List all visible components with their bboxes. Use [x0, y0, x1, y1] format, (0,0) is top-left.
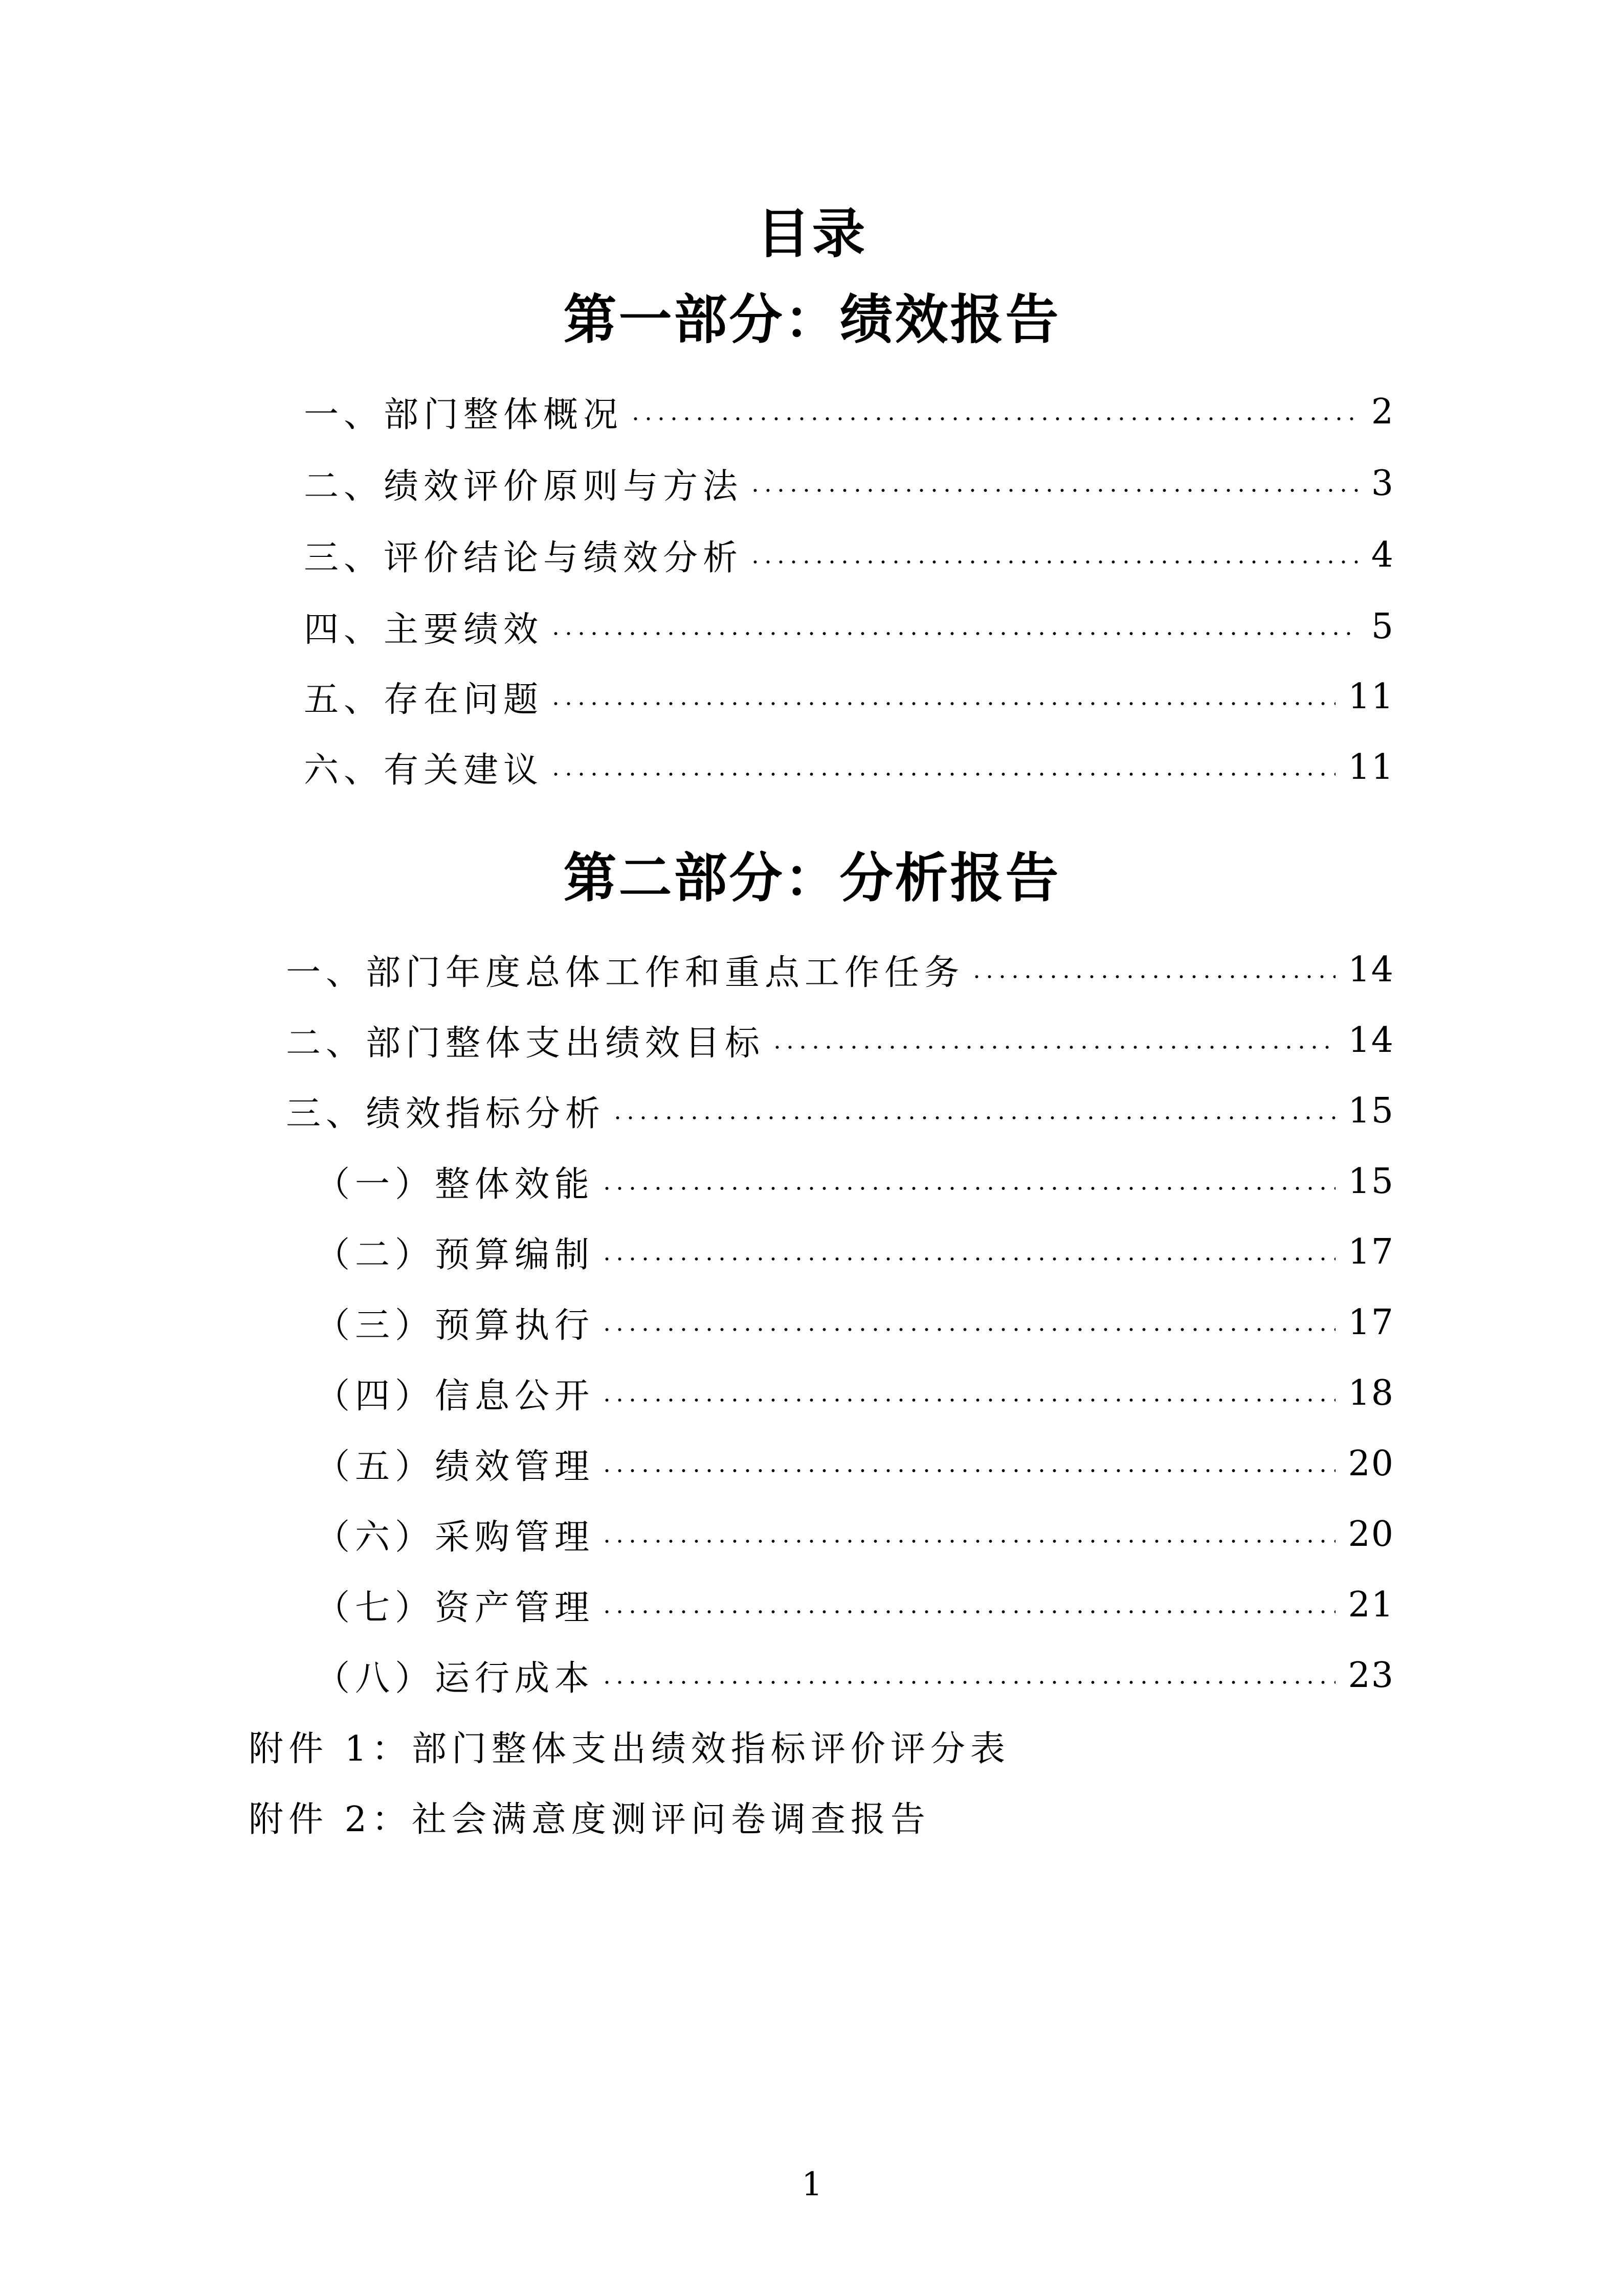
- dot-leader: [600, 1399, 1336, 1402]
- toc-subentry[interactable]: [315, 1157, 1394, 1206]
- toc-entry[interactable]: [304, 672, 1394, 721]
- toc-entry[interactable]: [304, 742, 1394, 792]
- dot-leader: [600, 1187, 1336, 1190]
- toc-entry-page: 18: [1348, 1372, 1394, 1413]
- toc-entry-page: 5: [1371, 606, 1394, 647]
- dot-leader: [549, 773, 1336, 776]
- toc-entry-page: 11: [1348, 676, 1394, 717]
- toc-entry-label: 六、有关建议: [304, 750, 544, 791]
- dot-leader: [600, 1540, 1336, 1543]
- toc-entry[interactable]: [304, 387, 1394, 436]
- dot-leader: [771, 1046, 1336, 1049]
- toc-subentry[interactable]: [315, 1368, 1394, 1417]
- appendix-2[interactable]: 附件 2：社会满意度测评问卷调查报告: [249, 1799, 930, 1840]
- dot-leader: [600, 1257, 1336, 1260]
- toc-entry[interactable]: [304, 530, 1394, 579]
- toc-entry-label: 一、部门整体概况: [304, 394, 624, 435]
- dot-leader: [611, 1116, 1336, 1119]
- toc-entry-label: （二）预算编制: [315, 1234, 595, 1275]
- toc-entry-label: 二、部门整体支出绩效目标: [286, 1023, 765, 1064]
- toc-title: 目录: [757, 202, 867, 265]
- toc-subentry[interactable]: [315, 1298, 1394, 1347]
- toc-entry-page: 23: [1348, 1655, 1394, 1696]
- toc-entry[interactable]: [304, 602, 1394, 651]
- toc-entry-label: 一、部门年度总体工作和重点工作任务: [286, 952, 965, 993]
- toc-subentry[interactable]: [315, 1651, 1394, 1700]
- toc-subentry[interactable]: [315, 1510, 1394, 1559]
- toc-subentry[interactable]: [315, 1439, 1394, 1488]
- dot-leader: [600, 1469, 1336, 1472]
- toc-entry-page: 15: [1348, 1161, 1394, 1202]
- toc-entry-label: 四、主要绩效: [304, 609, 544, 650]
- dot-leader: [629, 417, 1359, 420]
- toc-entry-label: （六）采购管理: [315, 1517, 595, 1558]
- toc-entry-label: （一）整体效能: [315, 1164, 595, 1205]
- toc-entry-page: 11: [1348, 747, 1394, 787]
- toc-entry[interactable]: [286, 945, 1394, 994]
- appendix-1[interactable]: 附件 1：部门整体支出绩效指标评价评分表: [249, 1728, 1010, 1769]
- dot-leader: [749, 560, 1359, 564]
- part1-title: 第一部分：绩效报告: [563, 288, 1061, 351]
- toc-entry-page: 17: [1348, 1231, 1394, 1272]
- toc-entry[interactable]: [304, 459, 1394, 508]
- dot-leader: [970, 975, 1336, 978]
- toc-entry-label: 五、存在问题: [304, 679, 544, 720]
- toc-entry-page: 20: [1348, 1443, 1394, 1484]
- toc-entry-page: 14: [1348, 1020, 1394, 1061]
- part2-title: 第二部分：分析报告: [563, 846, 1061, 909]
- toc-entry-page: 17: [1348, 1302, 1394, 1343]
- toc-entry-page: 21: [1348, 1584, 1394, 1625]
- toc-subentry[interactable]: [315, 1227, 1394, 1276]
- toc-entry-page: 15: [1348, 1090, 1394, 1131]
- toc-entry-label: （八）运行成本: [315, 1658, 595, 1699]
- toc-entry-label: 二、绩效评价原则与方法: [304, 466, 743, 507]
- toc-entry-label: （五）绩效管理: [315, 1446, 595, 1487]
- page-number: 1: [802, 2166, 822, 2203]
- toc-entry[interactable]: [286, 1016, 1394, 1065]
- toc-entry-label: （三）预算执行: [315, 1305, 595, 1346]
- dot-leader: [600, 1328, 1336, 1331]
- dot-leader: [549, 632, 1359, 635]
- toc-entry-label: （四）信息公开: [315, 1376, 595, 1416]
- toc-subentry[interactable]: [315, 1580, 1394, 1629]
- toc-entry-page: 14: [1348, 949, 1394, 990]
- toc-entry-page: 2: [1371, 391, 1394, 432]
- toc-entry-page: 4: [1371, 534, 1394, 575]
- dot-leader: [749, 489, 1359, 492]
- dot-leader: [549, 702, 1336, 705]
- toc-entry-label: 三、绩效指标分析: [286, 1093, 606, 1134]
- toc-entry-page: 20: [1348, 1514, 1394, 1555]
- toc-entry-page: 3: [1371, 463, 1394, 504]
- dot-leader: [600, 1610, 1336, 1613]
- toc-entry-label: （七）资产管理: [315, 1587, 595, 1628]
- dot-leader: [600, 1681, 1336, 1684]
- toc-entry[interactable]: [286, 1086, 1394, 1135]
- toc-entry-label: 三、评价结论与绩效分析: [304, 537, 743, 578]
